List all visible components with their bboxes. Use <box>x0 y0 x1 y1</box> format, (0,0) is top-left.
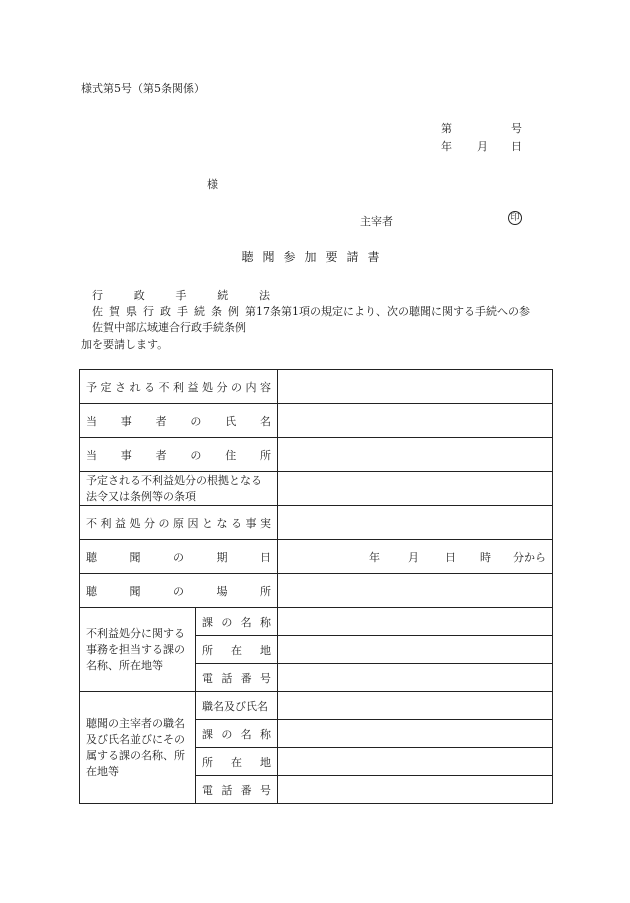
label-char: 号 <box>259 671 271 685</box>
spread-label <box>202 726 271 742</box>
label-char: 不 <box>86 516 97 530</box>
label-char: な <box>216 516 228 530</box>
datetime-month: 月 <box>408 550 419 564</box>
presider-label: 主宰者 <box>360 215 393 228</box>
document-number-suffix: 号 <box>511 122 522 135</box>
value-party-name[interactable] <box>278 404 553 438</box>
table-row <box>80 404 553 438</box>
datetime-year: 年 <box>369 550 380 564</box>
label-char: 称 <box>259 727 271 741</box>
value-presider-dept-name[interactable] <box>278 720 553 748</box>
label-char: 番 <box>240 783 252 797</box>
law2-rest: 第17条第1項の規定により、次の聴聞に関する手続への参 <box>245 305 530 318</box>
label-char: と <box>202 516 213 530</box>
table-row <box>80 506 553 540</box>
label-char: 聴 <box>86 550 97 564</box>
label-char: 処 <box>129 516 141 530</box>
seal-mark: 印 <box>508 211 522 225</box>
label-char: 事 <box>120 414 132 428</box>
label-char: 聞 <box>129 584 141 598</box>
label-char: 容 <box>260 380 271 394</box>
form-number: 様式第5号（第5条関係） <box>81 82 205 95</box>
label-char: の <box>173 550 184 564</box>
label-char: 聞 <box>129 550 141 564</box>
label-char: 不 <box>158 380 170 394</box>
datetime-day: 日 <box>445 550 456 564</box>
row-label-disposition-content <box>80 370 278 404</box>
presider-group-label: 聴聞の主宰者の職名及び氏名並びにその属する課の名称、所在地等 <box>86 716 185 778</box>
value-dept-location[interactable] <box>278 636 553 664</box>
label-char: 在 <box>231 643 242 657</box>
label-char: 実 <box>260 516 271 530</box>
table-row <box>80 692 553 720</box>
label-char: 話 <box>221 671 233 685</box>
label-char: 分 <box>216 380 228 394</box>
value-party-address[interactable] <box>278 438 553 472</box>
document-title: 聴聞参加要請書 <box>241 250 389 264</box>
spread-label <box>202 754 271 770</box>
label-char: 当 <box>86 448 97 462</box>
label-char: 場 <box>216 584 228 598</box>
label-char: 話 <box>221 783 233 797</box>
spread-label <box>202 642 271 658</box>
datetime-minute: 分から <box>513 550 546 564</box>
label-char: 所 <box>260 584 271 598</box>
label-char: 地 <box>260 755 271 769</box>
value-legal-basis[interactable] <box>278 472 553 506</box>
spread-label <box>86 549 271 565</box>
label-char: 益 <box>115 516 126 530</box>
value-presider-phone[interactable] <box>278 776 553 804</box>
group-label-department <box>80 608 196 692</box>
law1-char: 続 <box>217 289 229 302</box>
addressee-suffix: 様 <box>207 178 218 191</box>
label-char: 称 <box>259 615 271 629</box>
label-char: 在 <box>231 755 242 769</box>
law1-char: 行 <box>92 289 103 302</box>
presider-title-name-label: 職名及び氏名 <box>202 699 268 713</box>
label-char: 当 <box>86 414 97 428</box>
label-char: 者 <box>155 448 167 462</box>
table-row <box>80 608 553 636</box>
label-char: 名 <box>240 727 252 741</box>
label-char: の <box>158 516 170 530</box>
row-label-hearing-date <box>80 540 278 574</box>
hearing-datetime-fields <box>284 549 546 565</box>
value-dept-phone[interactable] <box>278 664 553 692</box>
label-char: る <box>231 516 242 530</box>
label-char: 利 <box>100 516 112 530</box>
label-char: 番 <box>240 671 252 685</box>
value-presider-location[interactable] <box>278 748 553 776</box>
law-line-3: 佐賀中部広域連合行政手続条例 <box>92 321 246 334</box>
spread-label <box>202 670 271 686</box>
row-label-cause-facts <box>80 506 278 540</box>
label-char: る <box>144 380 155 394</box>
value-hearing-place[interactable] <box>278 574 553 608</box>
date-year: 年 <box>441 140 452 153</box>
spread-label <box>86 379 271 395</box>
date-month: 月 <box>477 140 488 153</box>
label-char: 所 <box>202 643 213 657</box>
table-row <box>80 540 553 574</box>
label-char: 因 <box>187 516 199 530</box>
law2-name: 佐賀県行政手続条例 <box>92 305 245 318</box>
label-char: の <box>190 448 202 462</box>
row-label-party-address <box>80 438 278 472</box>
value-presider-title-name[interactable] <box>278 692 553 720</box>
sub-label-dept-phone <box>196 664 278 692</box>
label-char: 氏 <box>225 414 237 428</box>
label-char: 地 <box>260 643 271 657</box>
label-char: の <box>221 615 233 629</box>
label-char: さ <box>115 380 126 394</box>
sub-label-presider-phone <box>196 776 278 804</box>
label-char: 住 <box>225 448 237 462</box>
label-char: 内 <box>245 380 257 394</box>
sub-label-presider-dept-name <box>196 720 278 748</box>
label-char: 事 <box>245 516 257 530</box>
table-row <box>80 370 553 404</box>
spread-label <box>202 782 271 798</box>
label-char: れ <box>129 380 141 394</box>
row-label-party-name <box>80 404 278 438</box>
label-char: 原 <box>173 516 184 530</box>
label-char: 分 <box>144 516 155 530</box>
body-tail: 加を要請します。 <box>81 338 169 351</box>
label-char: 期 <box>216 550 228 564</box>
label-char: 号 <box>259 783 271 797</box>
spread-label <box>86 413 271 429</box>
label-char: 予 <box>86 380 97 394</box>
label-char: 電 <box>202 783 213 797</box>
label-char: 者 <box>155 414 167 428</box>
department-group-label: 不利益処分に関する事務を担当する課の名称、所在地等 <box>86 626 185 672</box>
sub-label-dept-name <box>196 608 278 636</box>
label-char: 益 <box>187 380 199 394</box>
label-char: 所 <box>259 448 271 462</box>
label-char: 定 <box>100 380 112 394</box>
sub-label-presider-location <box>196 748 278 776</box>
label-char: の <box>173 584 184 598</box>
spread-label <box>86 447 271 463</box>
value-cause-facts[interactable] <box>278 506 553 540</box>
label-char: 所 <box>202 755 213 769</box>
date-day: 日 <box>511 140 522 153</box>
label-char: 電 <box>202 671 213 685</box>
document-number-prefix: 第 <box>441 122 452 135</box>
request-form-table <box>79 369 553 804</box>
spread-label <box>86 583 271 599</box>
law-line-2 <box>92 303 530 319</box>
datetime-hour: 時 <box>480 550 491 564</box>
table-row <box>80 472 553 506</box>
label-char: の <box>190 414 202 428</box>
label-char: 聴 <box>86 584 97 598</box>
label-char: 事 <box>120 448 132 462</box>
law1-char: 政 <box>133 289 145 302</box>
spread-label <box>202 614 271 630</box>
group-label-presider <box>80 692 196 804</box>
row-label-legal-basis <box>80 472 278 506</box>
label-char: 名 <box>240 615 252 629</box>
label-char: の <box>231 380 242 394</box>
label-char: 利 <box>173 380 184 394</box>
legal-basis-label: 予定される不利益処分の根拠となる法令又は条例等の条項 <box>86 473 262 503</box>
law1-char: 法 <box>259 289 270 302</box>
label-char: の <box>221 727 233 741</box>
row-label-hearing-place <box>80 574 278 608</box>
label-char: 処 <box>202 380 213 394</box>
table-row <box>80 574 553 608</box>
label-char: 課 <box>202 615 213 629</box>
label-char: 日 <box>260 550 271 564</box>
sub-label-dept-location <box>196 636 278 664</box>
table-row <box>80 438 553 472</box>
law-line-1 <box>92 287 270 303</box>
value-dept-name[interactable] <box>278 608 553 636</box>
sub-label-presider-title-name <box>196 692 278 720</box>
value-disposition-content[interactable] <box>278 370 553 404</box>
value-hearing-date[interactable] <box>278 540 553 574</box>
label-char: 課 <box>202 727 213 741</box>
law1-char: 手 <box>175 289 187 302</box>
spread-label <box>86 515 271 531</box>
label-char: 名 <box>259 414 271 428</box>
